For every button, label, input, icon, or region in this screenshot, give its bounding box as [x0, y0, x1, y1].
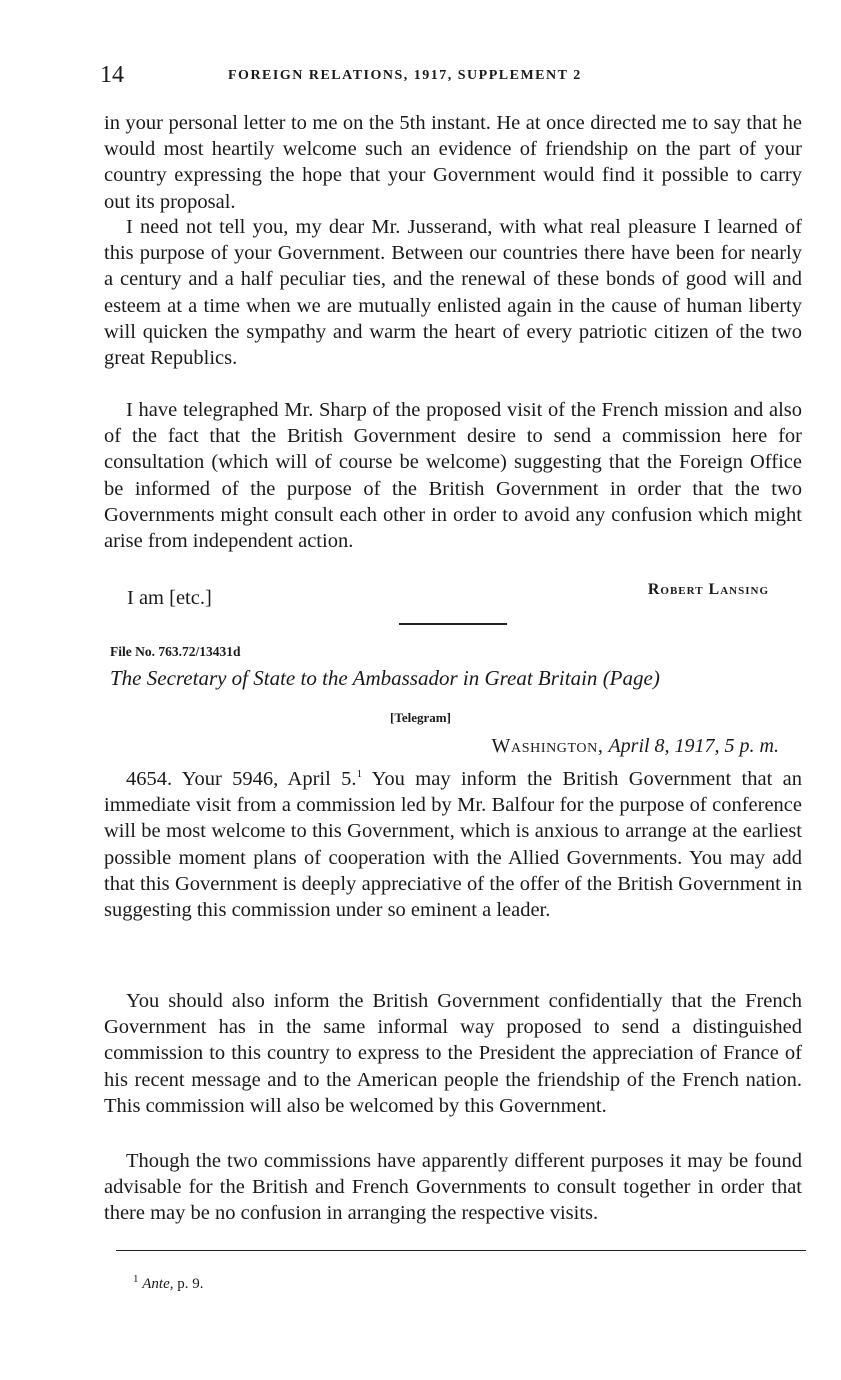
letter-paragraph-continued — [104, 110, 802, 215]
paragraph-text: You should also inform the British Government confidentially that the French Government has in the same informal way proposed to send a distinguished commission to this country to express to the President the appreciation of France of his recent message and to the American people the friendship of the French nation. This commission will also be welcomed by this Government. — [104, 990, 802, 1117]
dateline-date: April 8, 1917, 5 p. m. — [608, 735, 779, 757]
paragraph-text: I need not tell you, my dear Mr. Jusserand, with what real pleasure I learned of this purpose of your Government. Between our countries there have been for nearly a century and a half peculiar ties, and the renewal of these bonds of good will and esteem at a time when we are mutually enlisted again in the cause of human liberty will quicken the sympathy and warm the heart of every patriotic citizen of the two great Republics. — [104, 216, 802, 370]
dateline-city: Washington, — [491, 735, 604, 757]
footnote-text: p. 9. — [173, 1276, 204, 1292]
letter-paragraph-2 — [104, 214, 802, 371]
page-header — [100, 62, 800, 94]
dateline — [492, 735, 779, 758]
letter-paragraph-3 — [104, 397, 802, 554]
document-title-addressee: (Page) — [602, 666, 660, 690]
letter-closing: I am [etc.] — [127, 587, 212, 609]
footnote-citation: Ante, — [142, 1276, 174, 1292]
telegram-paragraph-3 — [104, 1148, 802, 1227]
paragraph-lead: 4654. Your 5946, April 5. — [126, 768, 357, 790]
footnote — [133, 1273, 204, 1293]
running-head: FOREIGN RELATIONS, 1917, SUPPLEMENT 2 — [228, 68, 582, 83]
telegram-paragraph-2 — [104, 988, 802, 1119]
footnote-rule — [116, 1250, 806, 1251]
document-title — [110, 666, 800, 691]
telegram-paragraph-1 — [104, 766, 802, 923]
footnote-reference[interactable]: 1 — [356, 768, 363, 781]
page-number: 14 — [100, 62, 124, 88]
document-title-text: The Secretary of State to the Ambassador in Great Britain — [110, 666, 598, 690]
file-number: File No. 763.72/13431d — [110, 644, 241, 659]
paragraph-text — [104, 766, 802, 923]
paragraph-text: Though the two commissions have apparently different purposes it may be found advisable for the British and French Governments to consult together in order that there may be no confusion in arranging the respective visits. — [104, 1150, 802, 1225]
document-type: [Telegram] — [390, 710, 451, 725]
letter-signature: Robert Lansing — [647, 581, 769, 598]
paragraph-body: You may inform the British Government that an immediate visit from a commission led by Mr. Balfour for the purpose of conference will be most welcome to this Government, which is anxious to arrange at the earliest possible moment plans of cooperation with the Allied Governments. You may add that this Government is deeply appreciative of the offer of the British Government in suggesting this commission under so eminent a leader. — [104, 768, 802, 922]
paragraph-text: in your personal letter to me on the 5th instant. He at once directed me to say that he would most heartily welcome such an evidence of friendship on the part of your country expressing the hope that your Government would find it possible to carry out its proposal. — [104, 112, 802, 213]
section-divider — [399, 623, 507, 625]
footnote-mark: 1 — [133, 1273, 139, 1285]
paragraph-text: I have telegraphed Mr. Sharp of the proposed visit of the French mission and also of the fact that the British Government desire to send a commission here for consultation (which will of course be welcome) suggesting that the Foreign Office be informed of the purpose of the British Government in order that the two Governments might consult each other in order to avoid any confusion which might arise from independent action. — [104, 399, 802, 553]
